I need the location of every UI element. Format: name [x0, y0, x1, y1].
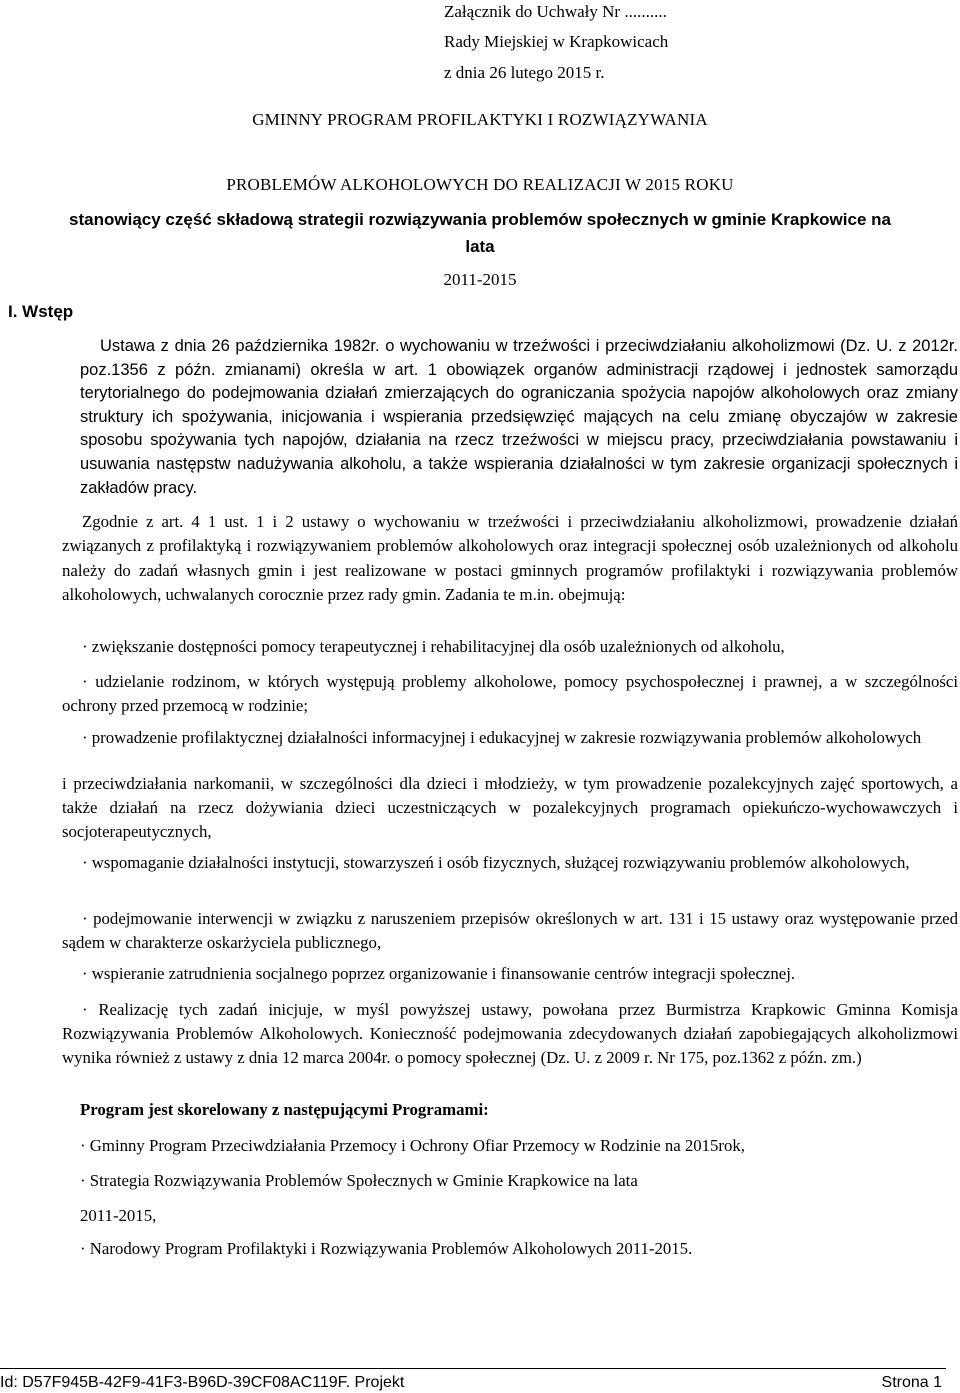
legal-basis-paragraph: Zgodnie z art. 4 1 ust. 1 i 2 ustawy o wychowaniu w trzeźwości i przeciwdziałaniu alkoholizmowi, prowadzenie działań związanych z profilaktyką i rozwiązywaniem problemów alkoholowych oraz integracji społecznej osób uzależnionych od alkoholu należy do zadań własnych gmin i jest realizowane w postaci gminnych programów profilaktyki i rozwiązywania problemów alkoholowych, uchwalanych corocznie przez rady gmin. Zadania te m.in. obejmują:	[62, 512, 958, 605]
document-subtitle-line2: lata	[465, 237, 495, 256]
task-item-1: · zwiększanie dostępności pomocy terapeutycznej i rehabilitacyjnej dla osób uzależnionych od alkoholu,	[82, 637, 785, 656]
footer-divider	[0, 1368, 946, 1369]
task-item-4: · wspomaganie działalności instytucji, stowarzyszeń i osób fizycznych, służącej rozwiązywaniu problemów alkoholowych,	[82, 853, 910, 872]
commission-paragraph: · Realizację tych zadań inicjuje, w myśl powyższej ustawy, powołana przez Burmistrza Krapkowic Gminna Komisja Rozwiązywania Problemów Alkoholowych. Konieczność podejmowania zdecydowanych działań zapobiegających alkoholizmowi wynika również z ustawy z dnia 12 marca 2004r. o pomocy społecznej (Dz. U. z 2009 r. Nr 175, poz.1362 z późn. zm.)	[62, 1000, 958, 1068]
program-item-1: · Gminny Program Przeciwdziałania Przemocy i Ochrony Ofiar Przemocy w Rodzinie na 2015rok,	[80, 1136, 745, 1155]
footer-page-number: Strona 1	[881, 1374, 942, 1391]
program-item-2: · Strategia Rozwiązywania Problemów Społecznych w Gminie Krapkowice na lata	[80, 1171, 638, 1190]
document-subtitle-years: 2011-2015	[443, 270, 517, 289]
section-heading-intro: I. Wstęp	[8, 302, 74, 321]
task-item-3a: · prowadzenie profilaktycznej działalności informacyjnej i edukacyjnej w zakresie rozwiązywania problemów alkoholowych	[82, 728, 922, 747]
resolution-date: z dnia 26 lutego 2015 r.	[444, 63, 605, 82]
document-subtitle-line1: stanowiący część składową strategii rozwiązywania problemów społecznych w gminie Krapkowice na	[69, 210, 891, 229]
footer-document-id: Id: D57F945B-42F9-41F3-B96D-39CF08AC119F. Projekt	[0, 1374, 405, 1391]
document-title-line1: GMINNY PROGRAM PROFILAKTYKI I ROZWIĄZYWANIA	[252, 110, 708, 129]
task-item-6: · wspieranie zatrudnienia socjalnego poprzez organizowanie i finansowanie centrów integracji społecznej.	[82, 964, 796, 983]
task-item-5: · podejmowanie interwencji w związku z naruszeniem przepisów określonych w art. 131 i 15 ustawy oraz występowanie przed sądem w charakterze oskarżyciela publicznego,	[62, 909, 958, 953]
program-item-3: · Narodowy Program Profilaktyki i Rozwiązywania Problemów Alkoholowych 2011-2015.	[80, 1239, 693, 1258]
intro-paragraph: Ustawa z dnia 26 października 1982r. o wychowaniu w trzeźwości i przeciwdziałaniu alkoholizmowi (Dz. U. z 2012r. poz.1356 z późn. zmianami) określa w art. 1 obowiązek organów administracji rządowej i jednostek samorządu terytorialnego do podejmowania działań zmierzających do ograniczania spożycia napojów alkoholowych oraz zmiany struktury ich spożywania, inicjowania i wspierania przedsięwzięć mających na celu zmianę obyczajów w zakresie sposobu spożywania tych napojów, działania na rzecz trzeźwości w miejscu pracy, przeciwdziałania powstawaniu i usuwania następstw nadużywania alkoholu, a także wspierania działalności w tym zakresie organizacji społecznych i zakładów pracy.	[80, 337, 958, 497]
task-item-2: · udzielanie rodzinom, w których występują problemy alkoholowe, pomocy psychospołecznej i prawnej, a w szczególności ochrony przed przemocą w rodzinie;	[62, 672, 958, 716]
council-name: Rady Miejskiej w Krapkowicach	[444, 32, 669, 51]
program-item-2-years: 2011-2015,	[80, 1206, 157, 1225]
attachment-header: Załącznik do Uchwały Nr ..........	[444, 2, 667, 21]
task-item-3b: i przeciwdziałania narkomanii, w szczególności dla dzieci i młodzieży, w tym prowadzenie pozalekcyjnych zajęć sportowych, a także działań na rzecz dożywiania dzieci uczestniczących w pozalekcyjnych programach opiekuńczo-wychowawczych i socjoterapeutycznych,	[62, 774, 958, 842]
document-title-line2: PROBLEMÓW ALKOHOLOWYCH DO REALIZACJI W 2015 ROKU	[226, 175, 734, 194]
programs-heading: Program jest skorelowany z następującymi Programami:	[80, 1100, 489, 1119]
